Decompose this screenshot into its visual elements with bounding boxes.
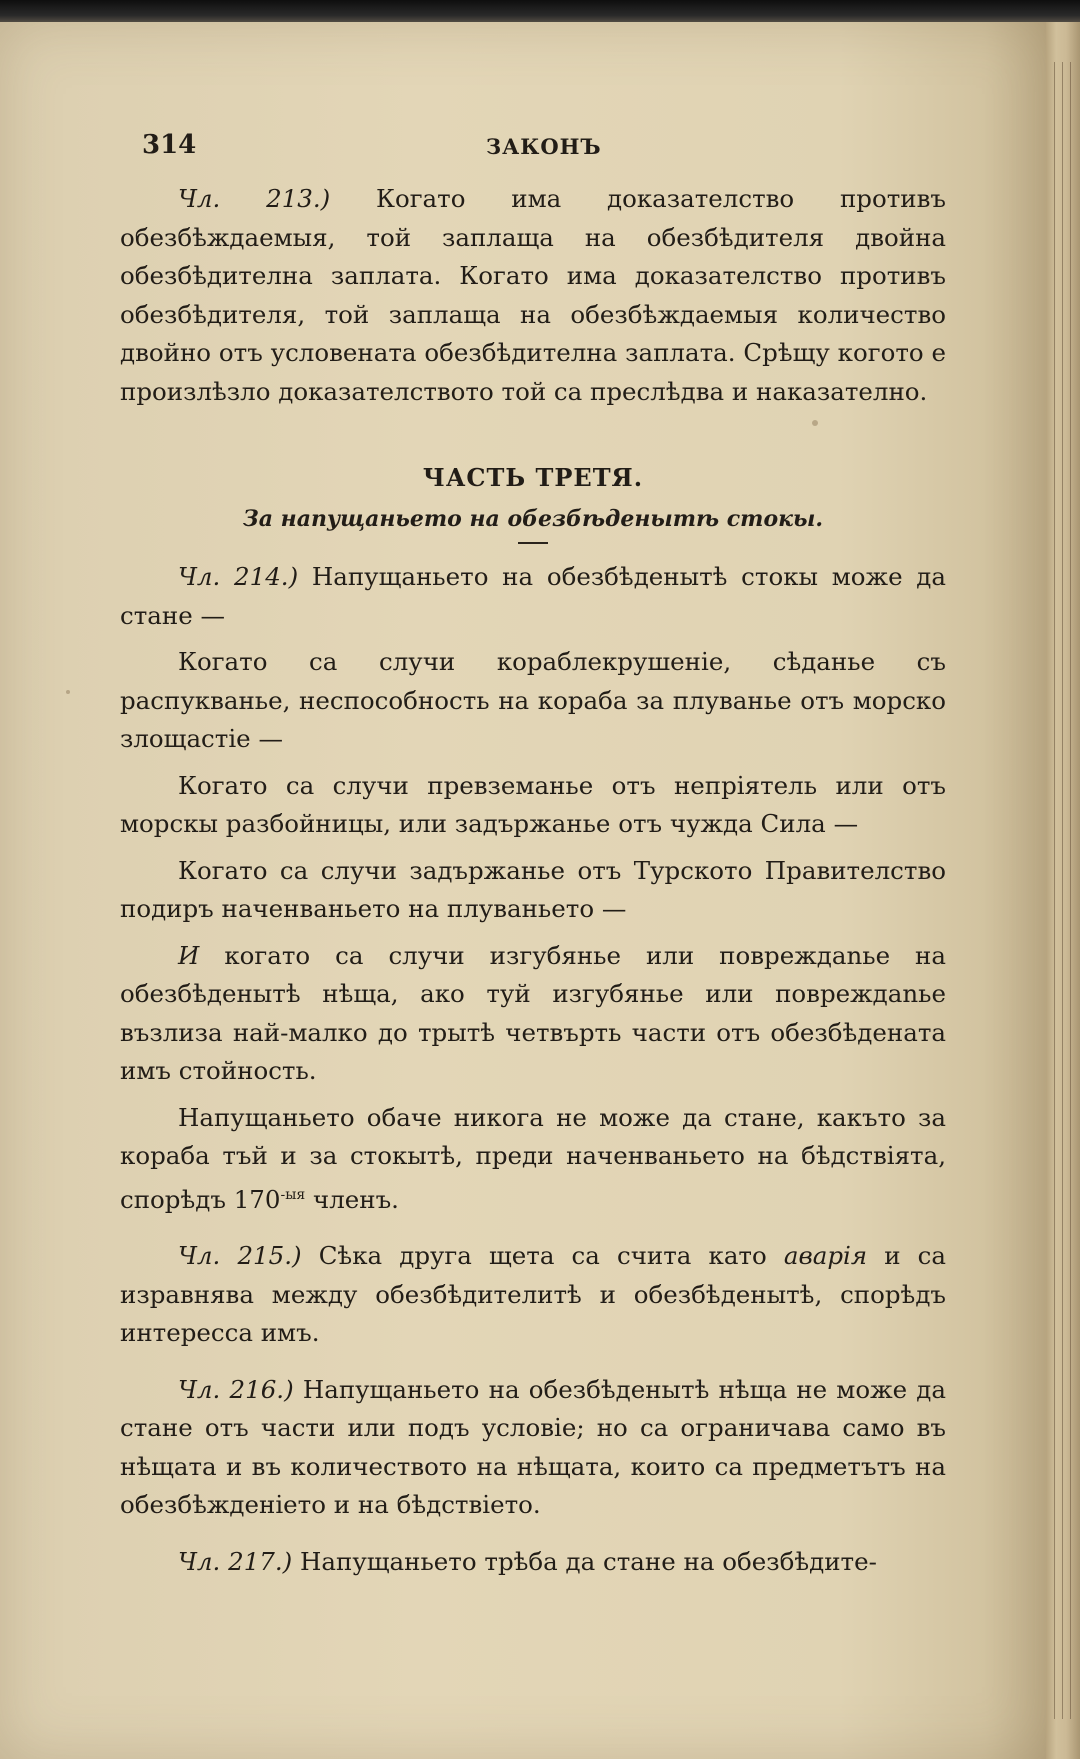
page-number: 314 [142,130,197,160]
section-divider [518,542,548,544]
running-header [120,120,946,180]
article-214-case: Когато са случи задържанье отъ Турското Правителство подиръ наченваньето на плуваньето — [120,855,946,923]
article-217 [120,1543,946,1582]
article-number: Чл. 213.) [178,184,331,213]
page-edge [1046,22,1080,1759]
article-number: Чл. 217.) [178,1546,293,1576]
closing-text-end: членъ. [313,1184,399,1214]
article-213 [120,180,946,411]
article-number: Чл. 216.) [178,1374,294,1404]
article-number: Чл. 215.) [178,1241,302,1271]
article-text: Когато има доказателство противъ обезбѣждаемыя, той заплаща на обезбѣдителя двойна обезбѣдителна заплата. Когато има доказателство противъ обезбѣдителя, той заплаща на обезбѣждаемыя количество двойно отъ условената обезбѣдителна заплата. Срѣщу когото е произлѣзло доказателството той са преслѣдва и наказателно. [120,184,946,406]
ordinal-suffix: -ыя [280,1186,306,1203]
article-214-case: Когато са случи превземанье отъ непріятель или отъ морскы разбойницы, или задържанье отъ чужда Сила — [120,770,946,838]
article-214-intro [120,558,946,635]
page-content [120,120,946,1599]
paper-spot [66,690,70,694]
part-heading: ЧАСТЬ ТРЕТЯ. [422,463,644,492]
article-text: Напущаньето на обезбѣденытѣ нѣща не може да стане отъ части или подъ условіе; но са ограничава само въ нѣщата и въ количеството на нѣщата, които са предметътъ на обезбѣжденіето и на бѣдствіето. [120,1374,946,1520]
running-title: ЗАКОНЪ [486,134,602,159]
article-215 [120,1237,946,1353]
article-text: Напущаньето трѣба да стане на обезбѣдите- [300,1546,877,1576]
closing-text: Напущаньето обаче никога не може да стане, какъто за кораба тъй и за стокытѣ, преди наченваньето на бѣдствіята, спорѣдъ 170 [120,1102,946,1214]
case-text: когато са случи изгубянье или повреждаnье на обезбѣденытѣ нѣща, ако туй изгубянье или повреждаnье възлиза най-малко до трытѣ четвърть части отъ обезбѣдената имъ стойность. [120,940,946,1085]
article-214-case: Когато са случи кораблекрушеніе, сѣданье съ распукванье, неспособность на кораба за плуванье отъ морско злощастіе — [120,647,946,753]
italic-term: аварія [783,1241,868,1271]
article-214-case [120,937,946,1091]
article-number: Чл. 214.) [178,562,299,591]
article-text: Сѣка друга щета са счита като [318,1241,767,1271]
article-text: Напущаньето на обезбѣденытѣ стокы може да стане — [120,562,946,630]
article-216 [120,1371,946,1525]
part-subheading: За напущаньето на обезбѣденытѣ стокы. [242,506,824,532]
case-lead: И [178,940,200,970]
article-text-end: и са изравнява между обезбѣдителитѣ и обезбѣденытѣ, спорѣдъ интересса имъ. [120,1241,946,1348]
article-214-closing [120,1099,946,1220]
